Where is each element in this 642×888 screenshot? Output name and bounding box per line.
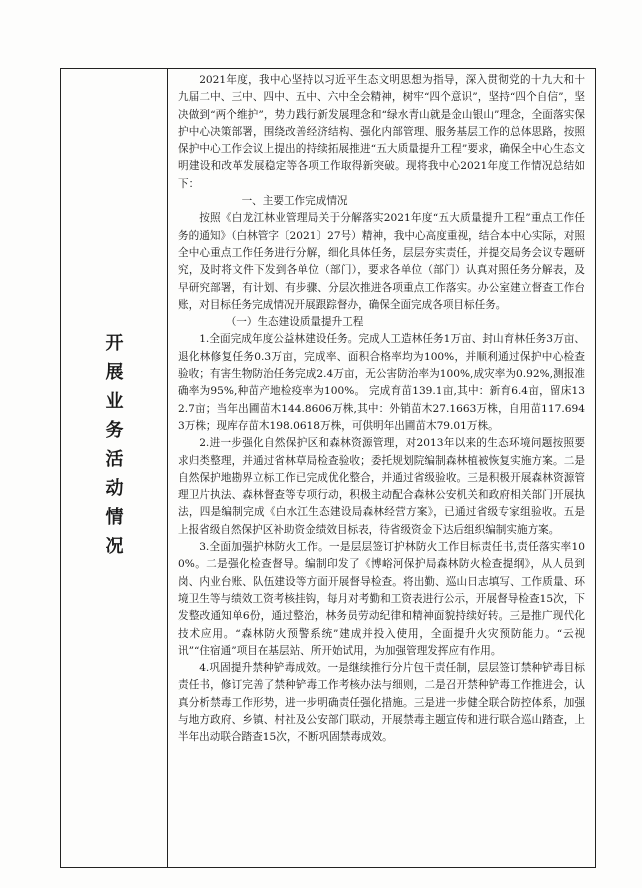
item-paragraph-3: 3.全面加强护林防火工作。一是层层签订护林防火工作目标责任书,责任落实率100%。二是强化检查督导。编制印发了《博峪河保护局森林防火检查提纲》，从人员到岗、内业台账、队伍建设等方面开展督导检查。将出勤、巡山日志填写、工作质量、环境卫生等与绩效工资考核挂钩，每月对考勤和工资表进行公示，开展督导检查15次，下发整改通知单6份，通过整治，林务员劳动纪律和精神面貌持续好转。三是推广现代化技术应用。“森林防火预警系统”建成并投入使用，全面提升火灾预防能力。“云视讯”“住宿通”项目在基层站、所开始试用，为加强管理发挥应有作用。	[178, 541, 585, 657]
label-char: 况	[105, 536, 124, 557]
item-paragraph-1: 1.全面完成年度公益林建设任务。完成人工造林任务1万亩、封山育林任务3万亩、退化林修复任务0.3万亩，完成率、面积合格率均为100%，并顺利通过保护中心检查验收；有害生物防治任务完成2.4万亩，无公害防治率为100%,成灾率为0.92%,测报准确率为95%,种苗产地检疫率为100%。 完成育苗139.1亩,其中：新育6.4亩，留床132.7亩；当年出圃苗木144.8606万株,其中：外销苗木27.1663万株，自用苗117.6943万株；现库存苗木198.0618万株，可供明年出圃苗木79.01万株。	[178, 333, 585, 432]
label-char: 活	[105, 449, 124, 470]
item-paragraph-4: 4.巩固提升禁种铲毒成效。一是继续推行分片包干责任制，层层签订禁种铲毒目标责任书，修订完善了禁种铲毒工作考核办法与细则，二是召开禁种铲毒工作推进会，认真分析禁毒工作形势，进一步明确责任强化措施。三是进一步健全联合防控体系，加强与地方政府、乡镇、村社及公安部门联动，开展禁毒主题宣传和进行联合巡山踏查，上半年出动联合踏查15次，不断巩固禁毒成效。	[178, 662, 585, 744]
label-char: 务	[105, 420, 124, 441]
label-char: 动	[105, 478, 124, 499]
section-paragraph: 按照《白龙江林业管理局关于分解落实2021年度“五大质量提升工程”重点工作任务的通知》（白林管字〔2021〕27号）精神，我中心高度重视，结合本中心实际，对照全中心重点工作任务进行分解，细化具体任务，层层夯实责任，并提交局务会议专题研究，及时将文件下发到各单位（部门），要求各单位（部门）认真对照任务分解表，及早研究部署，有计划、有步骤、分层次推进各项重点工作落实。办公室建立督查工作台账，对目标任务完成情况开展跟踪督办，确保全面完成各项目标任务。	[178, 212, 585, 311]
intro-paragraph: 2021年度，我中心坚持以习近平生态文明思想为指导，深入贯彻党的十九大和十九届二中、三中、四中、五中、六中全会精神，树牢“四个意识”，坚持“四个自信”，坚决做到“两个维护”，势力践行新发展理念和“绿水青山就是金山银山”理念，全面落实保护中心决策部署，围绕改善经济结构、强化内部管理、服务基层工作的总体思路，按照保护中心工作会议上提出的持续拓展推进“五大质量提升工程”要求，确保全中心生态文明建设和改革发展稳定等各项工作取得新突破。现将我中心2021年度工作情况总结如下：	[178, 74, 585, 190]
label-char: 业	[105, 391, 124, 412]
label-char: 情	[105, 507, 124, 528]
content-cell	[168, 69, 595, 867]
vertical-label	[61, 329, 168, 561]
label-char: 展	[105, 362, 124, 383]
section-heading: 一、主要工作完成情况	[241, 195, 348, 208]
form-table	[60, 68, 596, 868]
label-cell	[61, 69, 168, 867]
item-paragraph-2: 2.进一步强化自然保护区和森林资源管理，对2013年以来的生态环境问题按照要求归类整理，并通过省林草局检查验收；委托规划院编制森林植被恢复实施方案。二是自然保护地勘界立标工作已完成优化整合，并通过省级验收。三是积极开展森林资源管理卫片执法、森林督查等专项行动，积极主动配合森林公安机关和政府相关部门开展执法，四是编制完成《白水江生态建设局森林经营方案》，已通过省级专家组验收。五是上报省级自然保护区补助资金绩效目标表，待省级资金下达后组织编制实施方案。	[178, 437, 585, 536]
subsection-heading: （一）生态建设质量提升工程	[225, 316, 364, 329]
label-char: 开	[105, 333, 124, 354]
